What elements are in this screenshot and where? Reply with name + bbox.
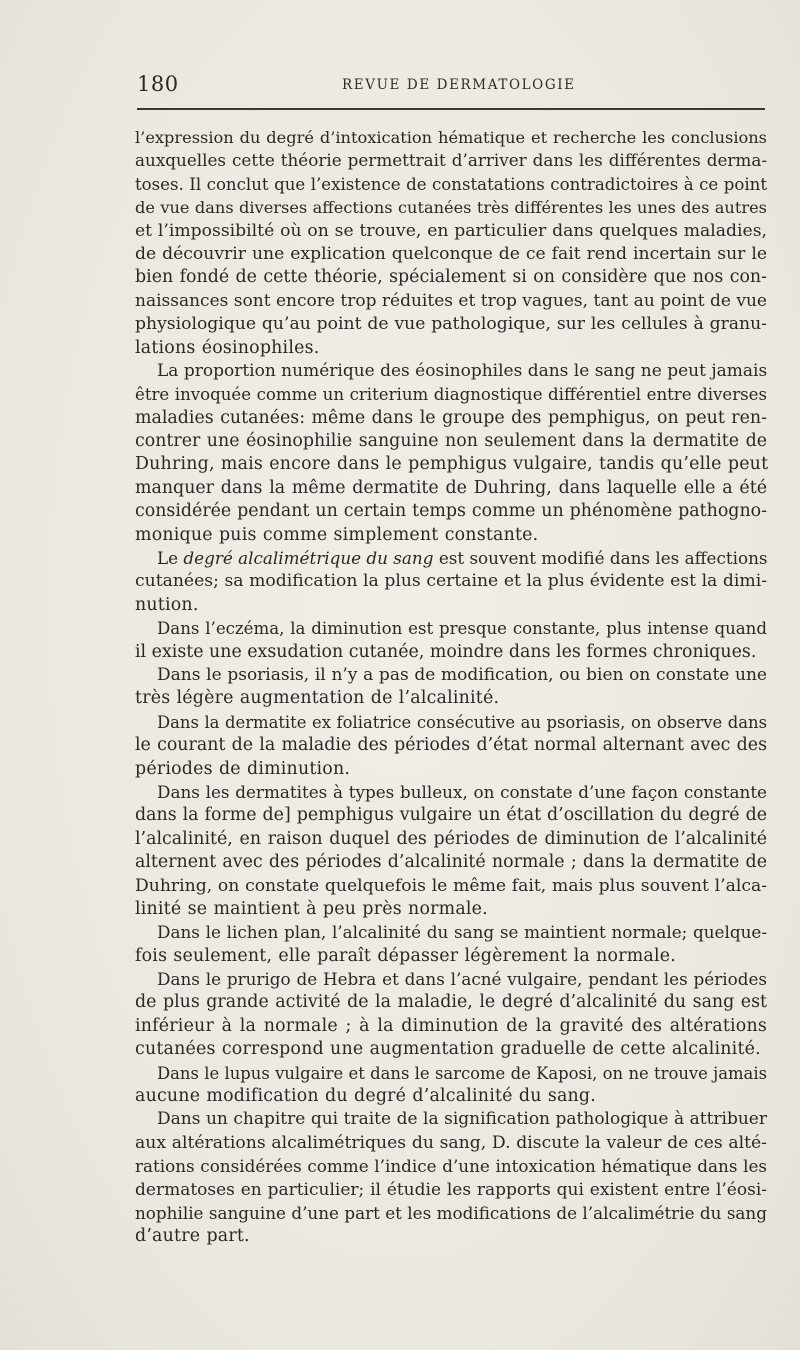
paragraph: [135, 921, 767, 968]
running-title: REVUE DE DERMATOLOGIE: [342, 77, 576, 93]
text-line: maladies cutanées: même dans le groupe des pemphigus, on peut ren-: [135, 407, 767, 428]
text-line: considérée pendant un certain temps comme un phénomène pathogno-: [135, 501, 767, 522]
text-line: Dans le lupus vulgaire et dans le sarcome de Kaposi, on ne trouve jamais: [157, 1063, 767, 1083]
text-line: Dans un chapitre qui traite de la signification pathologique à attribuer: [157, 1109, 767, 1130]
text-line: nution.: [135, 594, 199, 615]
text-line: inférieur à la normale ; à la diminution de la gravité des altérations: [135, 1015, 767, 1036]
paragraph: [135, 360, 767, 547]
text-line: dans la forme de] pemphigus vulgaire un état d’oscillation du degré de: [135, 805, 767, 826]
text-line: Duhring, on constate quelquefois le même fait, mais plus souvent l’alca-: [135, 875, 767, 896]
paragraph: [135, 547, 767, 617]
page-number: 180: [137, 72, 179, 96]
text-line: fois seulement, elle paraît dépasser légèrement la normale.: [135, 945, 676, 966]
text-line: toses. Il conclut que l’existence de constatations contradictoires à ce point: [135, 174, 767, 194]
text-line: être invoquée comme un criterium diagnostique différentiel entre diverses: [135, 385, 767, 405]
text-line: aucune modification du degré d’alcalinité du sang.: [135, 1086, 596, 1107]
text-line: nophilie sanguine d’une part et les modifications de l’alcalimétrie du sang: [135, 1202, 767, 1223]
page-header: [137, 72, 765, 96]
text-line: alternent avec des périodes d’alcalinité normale ; dans la dermatite de: [135, 852, 767, 873]
header-rule: [137, 108, 765, 110]
text-line: le courant de la maladie des périodes d’état normal alternant avec des: [135, 735, 767, 756]
text-line: de vue dans diverses affections cutanées très différentes les unes des autres: [135, 198, 767, 218]
paragraph: [135, 664, 767, 711]
text-line: de plus grande activité de la maladie, le degré d’alcalinité du sang est: [135, 992, 767, 1013]
body-text: [135, 126, 767, 1249]
paragraph: [135, 617, 767, 664]
text-line: Dans la dermatite ex foliatrice consécutive au psoriasis, on observe dans: [157, 712, 767, 732]
text-line: dermatoses en particulier; il étudie les rapports qui existent entre l’éosi-: [135, 1179, 767, 1200]
text-line: d’autre part.: [135, 1226, 250, 1247]
text-line: bien fondé de cette théorie, spécialement si on considère que nos con-: [135, 267, 767, 288]
text-line: rations considérées comme l’indice d’une intoxication hématique dans les: [135, 1156, 767, 1177]
text-line: périodes de diminution.: [135, 758, 351, 779]
text-line: contrer une éosinophilie sanguine non seulement dans la dermatite de: [135, 431, 767, 452]
text-line: manquer dans la même dermatite de Duhring, dans laquelle elle a été: [135, 477, 767, 498]
text-line: [135, 547, 767, 570]
text-line: et l’impossibilté où on se trouve, en particulier dans quelques maladies,: [135, 220, 767, 241]
text-line: monique puis comme simplement constante.: [135, 524, 539, 545]
paragraph: [135, 968, 767, 1062]
text-line: il existe une exsudation cutanée, moindre dans les formes chroniques.: [135, 641, 757, 662]
paragraph: [135, 1062, 767, 1109]
text-fragment: Le: [157, 548, 184, 569]
text-line: l’alcalinité, en raison duquel des périodes de diminution de l’alcalinité: [135, 828, 767, 849]
text-line: naissances sont encore trop réduites et trop vagues, tant au point de vue: [135, 290, 767, 311]
text-line: La proportion numérique des éosinophiles dans le sang ne peut jamais: [157, 360, 768, 381]
paragraph: [135, 126, 767, 360]
text-line: très légère augmentation de l’alcalinité.: [135, 688, 500, 709]
text-line: Dans le psoriasis, il n’y a pas de modification, ou bien on constate une: [157, 664, 767, 685]
text-fragment: est souvent modifié dans les affections: [438, 548, 768, 569]
text-line: Dans le lichen plan, l’alcalinité du sang se maintient normale; quelque-: [157, 922, 767, 943]
text-line: lations éosinophiles.: [135, 337, 320, 358]
text-line: Dans les dermatites à types bulleux, on constate d’une façon constante: [157, 781, 767, 802]
text-line: l’expression du degré d’intoxication hématique et recherche les conclusions: [135, 128, 767, 147]
text-line: Duhring, mais encore dans le pemphigus vulgaire, tandis qu’elle peut: [135, 454, 769, 475]
paragraph: [135, 781, 767, 921]
text-line: Dans le prurigo de Hebra et dans l’acné vulgaire, pendant les périodes: [157, 969, 767, 990]
italic-term: degré alcalimétrique du sang: [183, 548, 434, 569]
text-line: auxquelles cette théorie permettrait d’arriver dans les différentes derma-: [135, 150, 767, 171]
paragraph: [135, 1108, 767, 1248]
text-line: cutanées correspond une augmentation graduelle de cette alcalinité.: [135, 1039, 761, 1060]
paragraph: [135, 711, 767, 781]
text-line: aux altérations alcalimétriques du sang, D. discute la valeur de ces alté-: [135, 1132, 767, 1153]
text-line: cutanées; sa modification la plus certaine et la plus évidente est la dimi-: [135, 571, 767, 592]
text-line: Dans l’eczéma, la diminution est presque constante, plus intense quand: [157, 619, 767, 639]
text-line: physiologique qu’au point de vue pathologique, sur les cellules à granu-: [135, 314, 767, 335]
text-line: de découvrir une explication quelconque de ce fait rend incertain sur le: [135, 243, 767, 264]
text-line: linité se maintient à peu près normale.: [135, 898, 488, 919]
